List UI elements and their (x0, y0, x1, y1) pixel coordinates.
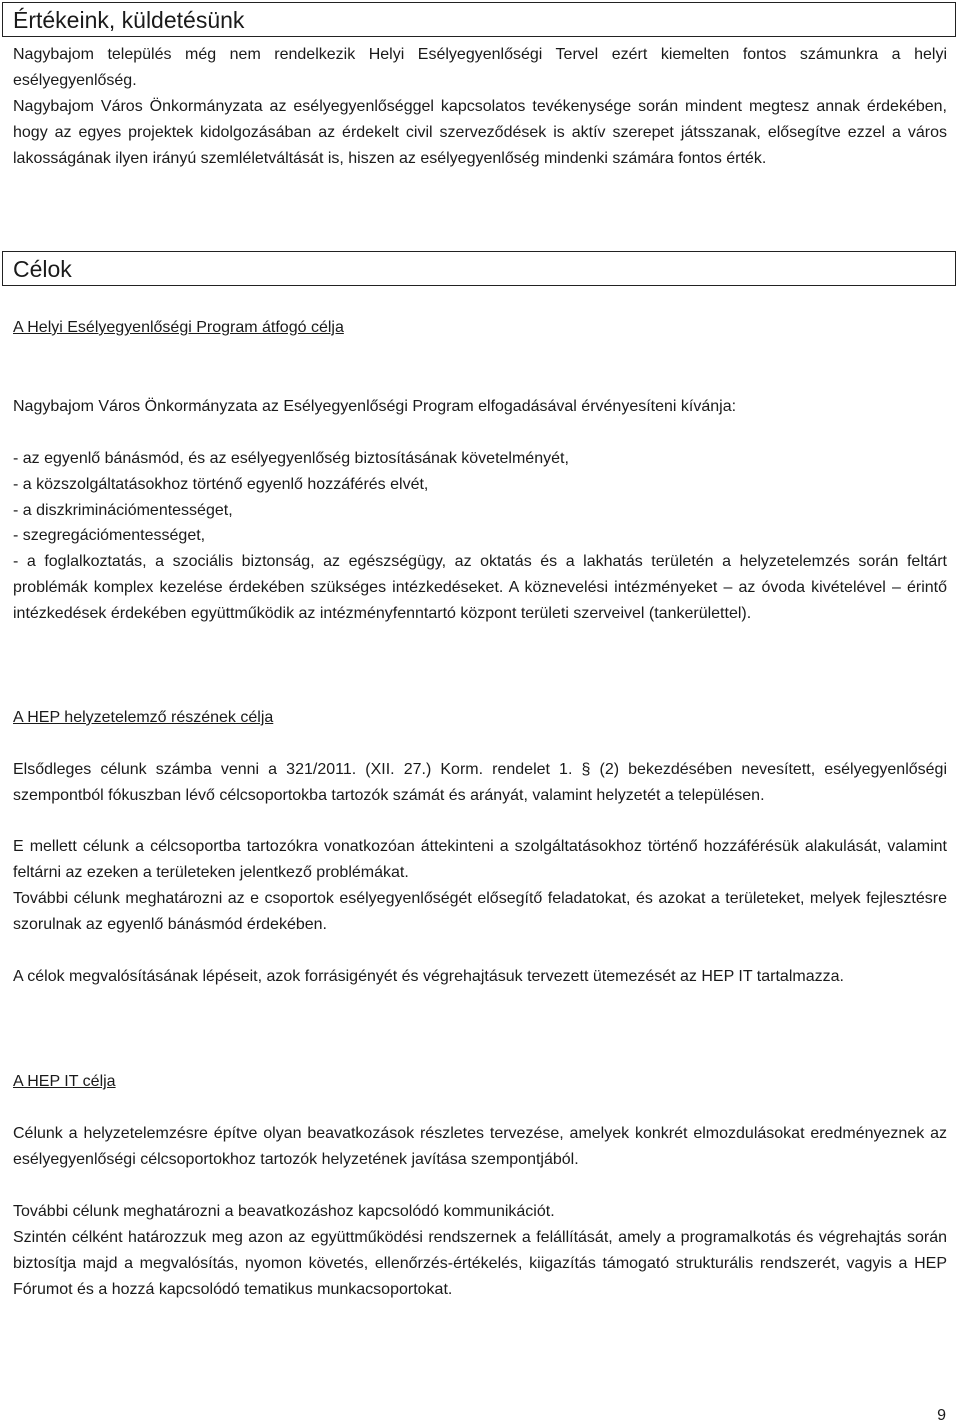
goals-list (13, 446, 947, 627)
values-paragraph: Nagybajom Város Önkormányzata az esélyegyenlőséggel kapcsolatos tevékenysége során mindent megtesz annak érdekében, hogy az egyes projektek kidolgozásában az érdekelt civil szerveződések is aktív szerepet játsszanak, elősegítve ezzel a város lakosságának ilyen irányú szemléletváltását is, hiszen az esélyegyenlőség mindenki számára fontos érték. (13, 98, 947, 167)
page-number: 9 (937, 1407, 946, 1424)
hep-paragraph-4: A célok megvalósításának lépéseit, azok forrásigényét és végrehajtásuk tervezett ütemezését az HEP IT tartalmazza. (13, 968, 844, 985)
hep-paragraph-1: Elsődleges célunk számba venni a 321/2011. (XII. 27.) Korm. rendelet 1. § (2) bekezdésében nevesített, esélyegyenlőségi szempontból fókuszban lévő célcsoportokba tartozók számát és arányát, valamint helyzetét a településen. (13, 761, 947, 804)
goals-list-item: - szegregációmentességet, (13, 527, 206, 545)
goals-list-item: - a foglalkoztatás, a szociális biztonság, az egészségügy, az oktatás és a lakhatás területén a helyzetelemzés során feltárt problémák komplex kezelése érdekében szükséges intézkedéseket. A köznevelési intézményeket – az óvoda kivételével – érintő intézkedések érdekében együttműködik az intézményfenntartó központ területi szerveivel (tankerülettel). (13, 553, 947, 622)
goals-list-item: - a közszolgáltatásokhoz történő egyenlő hozzáférés elvét, (13, 475, 429, 493)
goals-list-item: - az egyenlő bánásmód, és az esélyegyenlőség biztosításának követelményét, (13, 450, 569, 467)
section-title-goals: Célok (2, 251, 956, 286)
goals-intro: Nagybajom Város Önkormányzata az Esélyegyenlőségi Program elfogadásával érvényesíteni kívánja: (13, 398, 737, 415)
it-paragraph-1: Célunk a helyzetelemzésre építve olyan beavatkozások részletes tervezése, amelyek konkrét elmozdulásokat eredményeznek az esélyegyenlőségi célcsoportokhoz tartozók helyzetének javítása szempontjából. (13, 1125, 947, 1168)
it-paragraph-3: Szintén célként határozzuk meg azon az együttműködési rendszernek a felállítását, amely a programalkotás és végrehajtás során biztosítja majd a megvalósítás, nyomon követés, ellenőrzés-értékelés, kiigazítás támogató strukturális rendszerét, vagyis a HEP Fórumot és a hozzá kapcsolódó tematikus munkacsoportokat. (13, 1229, 947, 1298)
goals-list-item: - a diszkriminációmentességet, (13, 501, 233, 519)
section-title-values: Értékeink, küldetésünk (2, 2, 956, 37)
subheading-hep-analysis: A HEP helyzetelemző részének célja (13, 709, 274, 726)
intro-line: Nagybajom település még nem rendelkezik Helyi Esélyegyenlőségi Tervel ezért kiemelten fontos számunkra a helyi esélyegyenlőség. (13, 46, 947, 89)
hep-paragraph-2: E mellett célunk a célcsoportba tartozókra vonatkozóan áttekinteni a szolgáltatásokhoz történő hozzáférésük alakulását, valamint feltárni az ezeken a területeken jelentkező problémákat. (13, 838, 947, 881)
subheading-overall-goal: A Helyi Esélyegyenlőségi Program átfogó célja (13, 319, 344, 336)
subheading-hep-it: A HEP IT célja (13, 1073, 116, 1090)
it-paragraph-2: További célunk meghatározni a beavatkozáshoz kapcsolódó kommunikációt. (13, 1203, 555, 1220)
hep-paragraph-3: További célunk meghatározni az e csoportok esélyegyenlőségét elősegítő feladatokat, és azokat a területeket, melyek fejlesztésre szorulnak az egyenlő bánásmód érdekében. (13, 890, 947, 933)
